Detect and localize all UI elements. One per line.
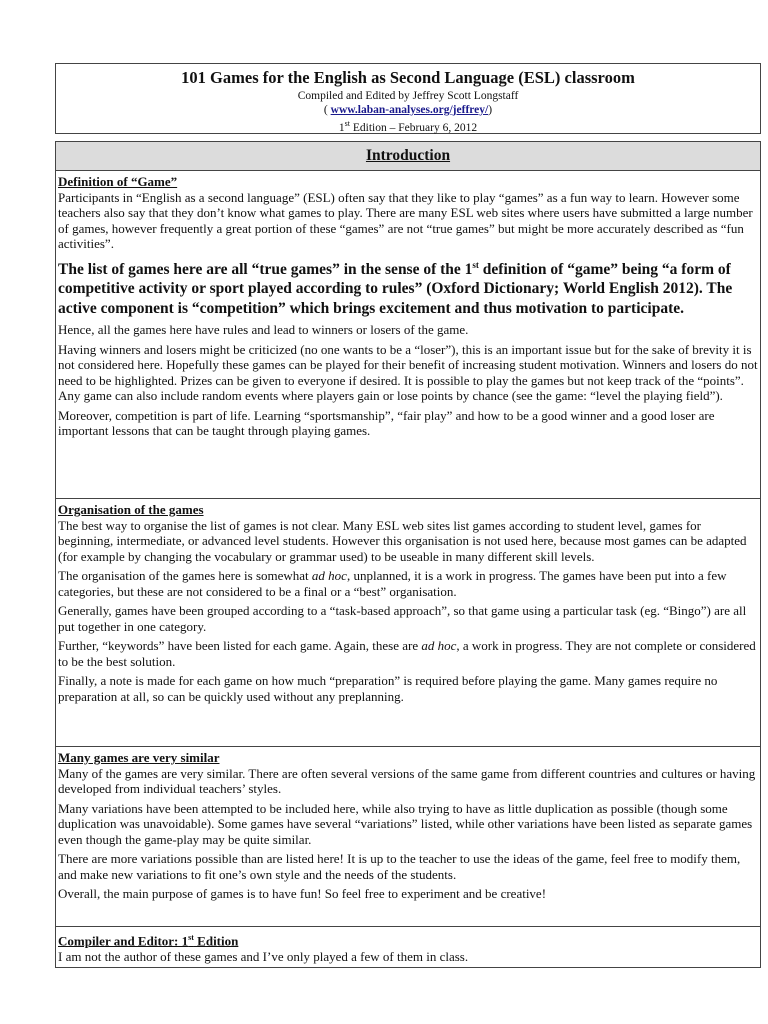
document-title: 101 Games for the English as Second Language (ESL) classroom bbox=[181, 68, 635, 87]
paragraph: I am not the author of these games and I’ve only played a few of them in class. bbox=[58, 948, 469, 964]
section-organisation bbox=[56, 499, 760, 747]
introduction-heading: Introduction bbox=[56, 142, 760, 171]
compiler-credit: Compiled and Edited by Jeffrey Scott Longstaff bbox=[297, 90, 519, 102]
paragraph: Generally, games have been grouped according to a “task-based approach”, so that game using a particular task (eg. “Bingo”) are all put together in one category. bbox=[58, 603, 747, 634]
paragraph bbox=[58, 638, 758, 669]
text-run: The organisation of the games here is somewhat bbox=[58, 568, 312, 583]
section-compiler bbox=[56, 927, 760, 968]
edition-date: Edition – February 6, 2012 bbox=[349, 121, 478, 134]
title-block bbox=[55, 63, 761, 134]
document-page bbox=[55, 63, 761, 968]
section-heading: Organisation of the games bbox=[58, 502, 204, 517]
paragraph: Many variations have been attempted to be included here, while also trying to have as little duplication as possible (though some duplication was unavoidable). Some games have several “variations” listed, while other variations have been listed as separate games even though the game-play may be quite similar. bbox=[58, 800, 753, 847]
section-definition bbox=[56, 171, 760, 499]
edition-number: 1 bbox=[338, 121, 345, 134]
italic-text: ad hoc bbox=[421, 638, 457, 653]
paragraph: Finally, a note is made for each game on how much “preparation” is required before playing the game. Many games require no preparation at all, so can be quickly used without any preplanning. bbox=[58, 673, 718, 704]
paragraph: There are more variations possible than are listed here! It is up to the teacher to use the ideas of the game, feel free to modify them, and make new variations to fit one’s own style and the needs of the students. bbox=[58, 851, 741, 882]
paragraph: Overall, the main purpose of games is to have fun! So feel free to experiment and be creative! bbox=[58, 886, 547, 901]
link-close-paren: ) bbox=[488, 104, 493, 116]
paragraph: Many of the games are very similar. There are often several versions of the same game from different countries and cultures or having developed from individual teachers’ styles. bbox=[58, 765, 756, 796]
website-line bbox=[56, 103, 760, 117]
section-heading bbox=[58, 930, 758, 949]
website-link[interactable]: www.laban-analyses.org/jeffrey/ bbox=[330, 104, 489, 116]
paragraph: The best way to organise the list of games is not clear. Many ESL web sites list games according to student level, games for beginning, intermediate, or advanced level students. However this organisation is not used here, because most games can be adapted (for example by changing the vocabulary or grammar used) to be useable in many different skill levels. bbox=[58, 517, 747, 564]
introduction-table bbox=[55, 141, 761, 968]
paragraph: Hence, all the games here have rules and lead to winners or losers of the game. bbox=[58, 322, 469, 338]
section-heading: Many games are very similar bbox=[58, 750, 220, 765]
text-run: Further, “keywords” have been listed for each game. Again, these are bbox=[58, 638, 422, 653]
highlight-text-b: definition of “game” being “a form of competitive activity or sport played according to rules” (Oxford Dictionary; World English 2012). The active component is “competition” which brings excitement and thus motivation to participate. bbox=[58, 260, 733, 317]
text-run: , a work in progress. They are not complete or considered to be the best solution. bbox=[58, 638, 756, 669]
highlight-paragraph bbox=[58, 256, 758, 319]
text-run: , unplanned, it is a work in progress. The games have been put into a few categories, but these are not considered to be a final or a “best” organisation. bbox=[58, 568, 727, 599]
paragraph bbox=[58, 568, 758, 599]
highlight-sup: st bbox=[472, 259, 479, 270]
edition-line bbox=[56, 117, 760, 135]
paragraph: Moreover, competition is part of life. Learning “sportsmanship”, “fair play” and how to be a good winner and a good loser are important lessons that can be taught through playing games. bbox=[58, 407, 715, 439]
paragraph: Having winners and losers might be criticized (no one wants to be a “loser”), this is an important issue but for the sake of brevity it is not considered here. Hopefully these games can be played for their benefit of increasing student motivation. Winners and losers do not need to be highlighted. Prizes can be given to everyone if desired. It is possible to play the games but not keep track of the “points”. Any game can also include random events where players gain or lose points by chance (see the game: “level the playing field”). bbox=[58, 341, 758, 404]
italic-text: ad hoc bbox=[311, 568, 347, 583]
paragraph: Participants in “English as a second language” (ESL) often say that they like to play “games” as a fun way to learn. However some teachers also say that they don’t know what games to play. There are many ESL web sites where users have submitted a large number of games, however frequently a great portion of these “games” are not “true games” but might be more accurately described as “fun activities”. bbox=[58, 189, 753, 251]
heading-text-b: Edition bbox=[193, 933, 239, 949]
section-similar-games bbox=[56, 747, 760, 927]
link-open-paren: ( bbox=[323, 104, 331, 116]
section-heading: Definition of “Game” bbox=[58, 174, 178, 189]
heading-text-a: Compiler and Editor: 1 bbox=[58, 933, 189, 949]
edition-suffix: st bbox=[344, 119, 350, 128]
heading-sup: st bbox=[188, 933, 194, 942]
highlight-text-a: The list of games here are all “true games” in the sense of the 1 bbox=[58, 260, 473, 278]
